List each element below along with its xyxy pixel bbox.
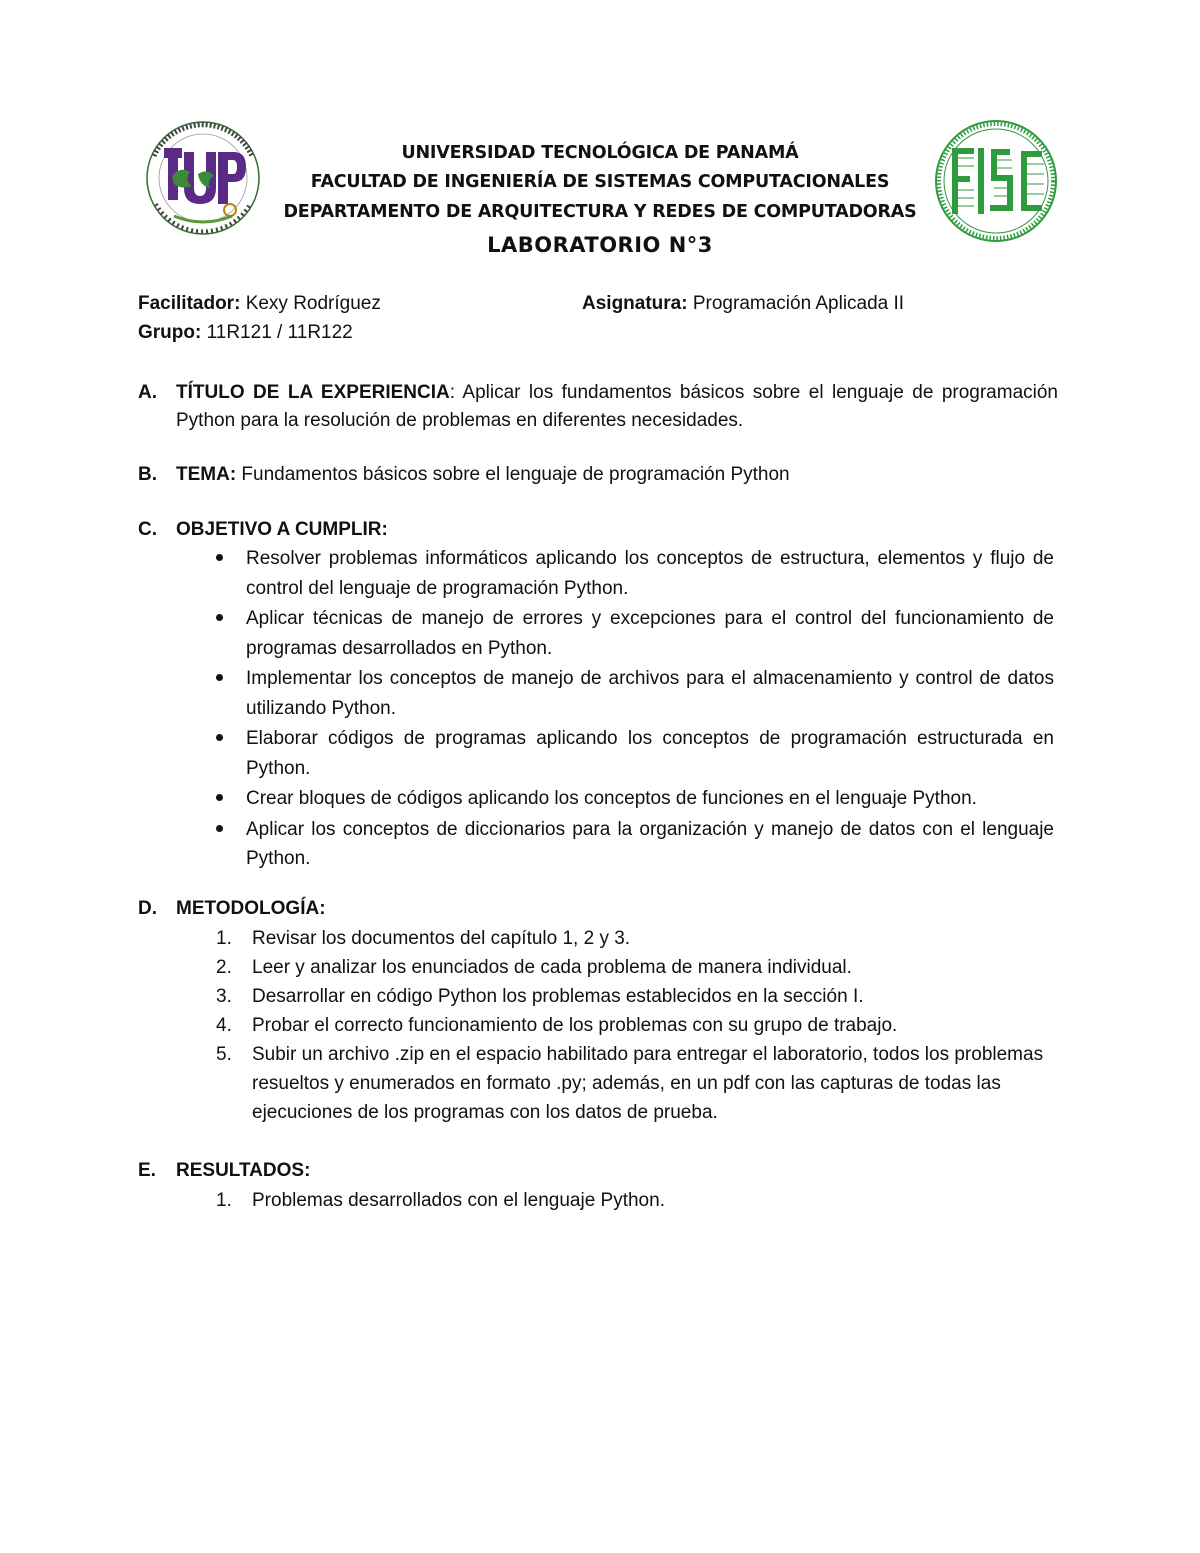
list-item: Resolver problemas informáticos aplicando los conceptos de estructura, elementos y flujo de control del lenguaje de programación Python. [246,544,1054,603]
subject-value: Programación Aplicada II [692,293,905,314]
section-a-text: : Aplicar los fundamentos básicos sobre el lenguaje de programación Python para la resolución de problemas en diferentes necesidades. [176,382,1058,431]
utp-seal-logo [134,118,272,238]
fisc-seal-logo [928,118,1064,244]
lab-title: LABORATORIO N°3 [487,233,713,257]
section-c [138,516,1058,544]
list-item: 1. Problemas desarrollados con el lenguaje Python. [216,1190,665,1211]
section-b-letter: B. [138,464,157,485]
section-b-label: TEMA: [176,464,237,485]
section-a-letter: A. [138,382,157,403]
objectives-list [138,544,1058,875]
list-item: Implementar los conceptos de manejo de archivos para el almacenamiento y control de datos utilizando Python. [246,664,1054,723]
list-item: Crear bloques de códigos aplicando los conceptos de funciones en el lenguaje Python. [246,784,1054,814]
results-list [138,1186,1058,1215]
bullet-icon [216,734,223,741]
department-name: DEPARTAMENTO DE ARQUITECTURA Y REDES DE COMPUTADORAS [283,202,917,222]
section-d [138,895,1058,923]
section-a-label: TÍTULO DE LA EXPERIENCIA [176,382,450,403]
bullet-icon [216,674,223,681]
list-item: Aplicar técnicas de manejo de errores y excepciones para el control del funcionamiento de programas desarrollados en Python. [246,604,1054,663]
group-value: 11R121 / 11R122 [206,322,353,343]
faculty-name: FACULTAD DE INGENIERÍA DE SISTEMAS COMPUTACIONALES [310,172,890,192]
list-item: 2. Leer y analizar los enunciados de cada problema de manera individual. [216,957,852,978]
section-b [138,461,1058,489]
group-label: Grupo: [138,322,202,343]
section-c-letter: C. [138,519,157,540]
list-item: 1. Revisar los documentos del capítulo 1, 2 y 3. [216,928,631,949]
facilitator-line [138,293,381,315]
subject-label: Asignatura: [582,293,688,314]
section-c-label: OBJETIVO A CUMPLIR: [176,519,388,540]
list-item: Aplicar los conceptos de diccionarios para la organización y manejo de datos con el lenguaje Python. [246,815,1054,874]
list-item: 3. Desarrollar en código Python los problemas establecidos en la sección I. [216,986,864,1007]
section-a [138,379,1058,435]
section-e-letter: E. [138,1160,156,1181]
bullet-icon [216,554,223,561]
list-item: Elaborar códigos de programas aplicando los conceptos de programación estructurada en Python. [246,724,1054,783]
group-line [138,322,353,344]
bullet-icon [216,614,223,621]
university-name: UNIVERSIDAD TECNOLÓGICA DE PANAMÁ [401,143,799,163]
bullet-icon [216,825,223,832]
section-d-letter: D. [138,898,157,919]
section-e [138,1157,1058,1185]
facilitator-value: Kexy Rodríguez [245,293,381,314]
subject-line [582,293,904,315]
bullet-icon [216,794,223,801]
section-d-label: METODOLOGÍA: [176,898,326,919]
list-item: 5. Subir un archivo .zip en el espacio habilitado para entregar el laboratorio, todos los problemas resueltos y enumerados en formato .py; además, en un pdf con las capturas de todas las ejecuciones de los programas con los datos de prueba. [216,1044,1044,1123]
section-e-label: RESULTADOS: [176,1160,311,1181]
list-item: 4. Probar el correcto funcionamiento de los problemas con su grupo de trabajo. [216,1015,898,1036]
facilitator-label: Facilitador: [138,293,241,314]
methodology-list [138,924,1058,1127]
section-b-text: Fundamentos básicos sobre el lenguaje de programación Python [236,464,790,485]
